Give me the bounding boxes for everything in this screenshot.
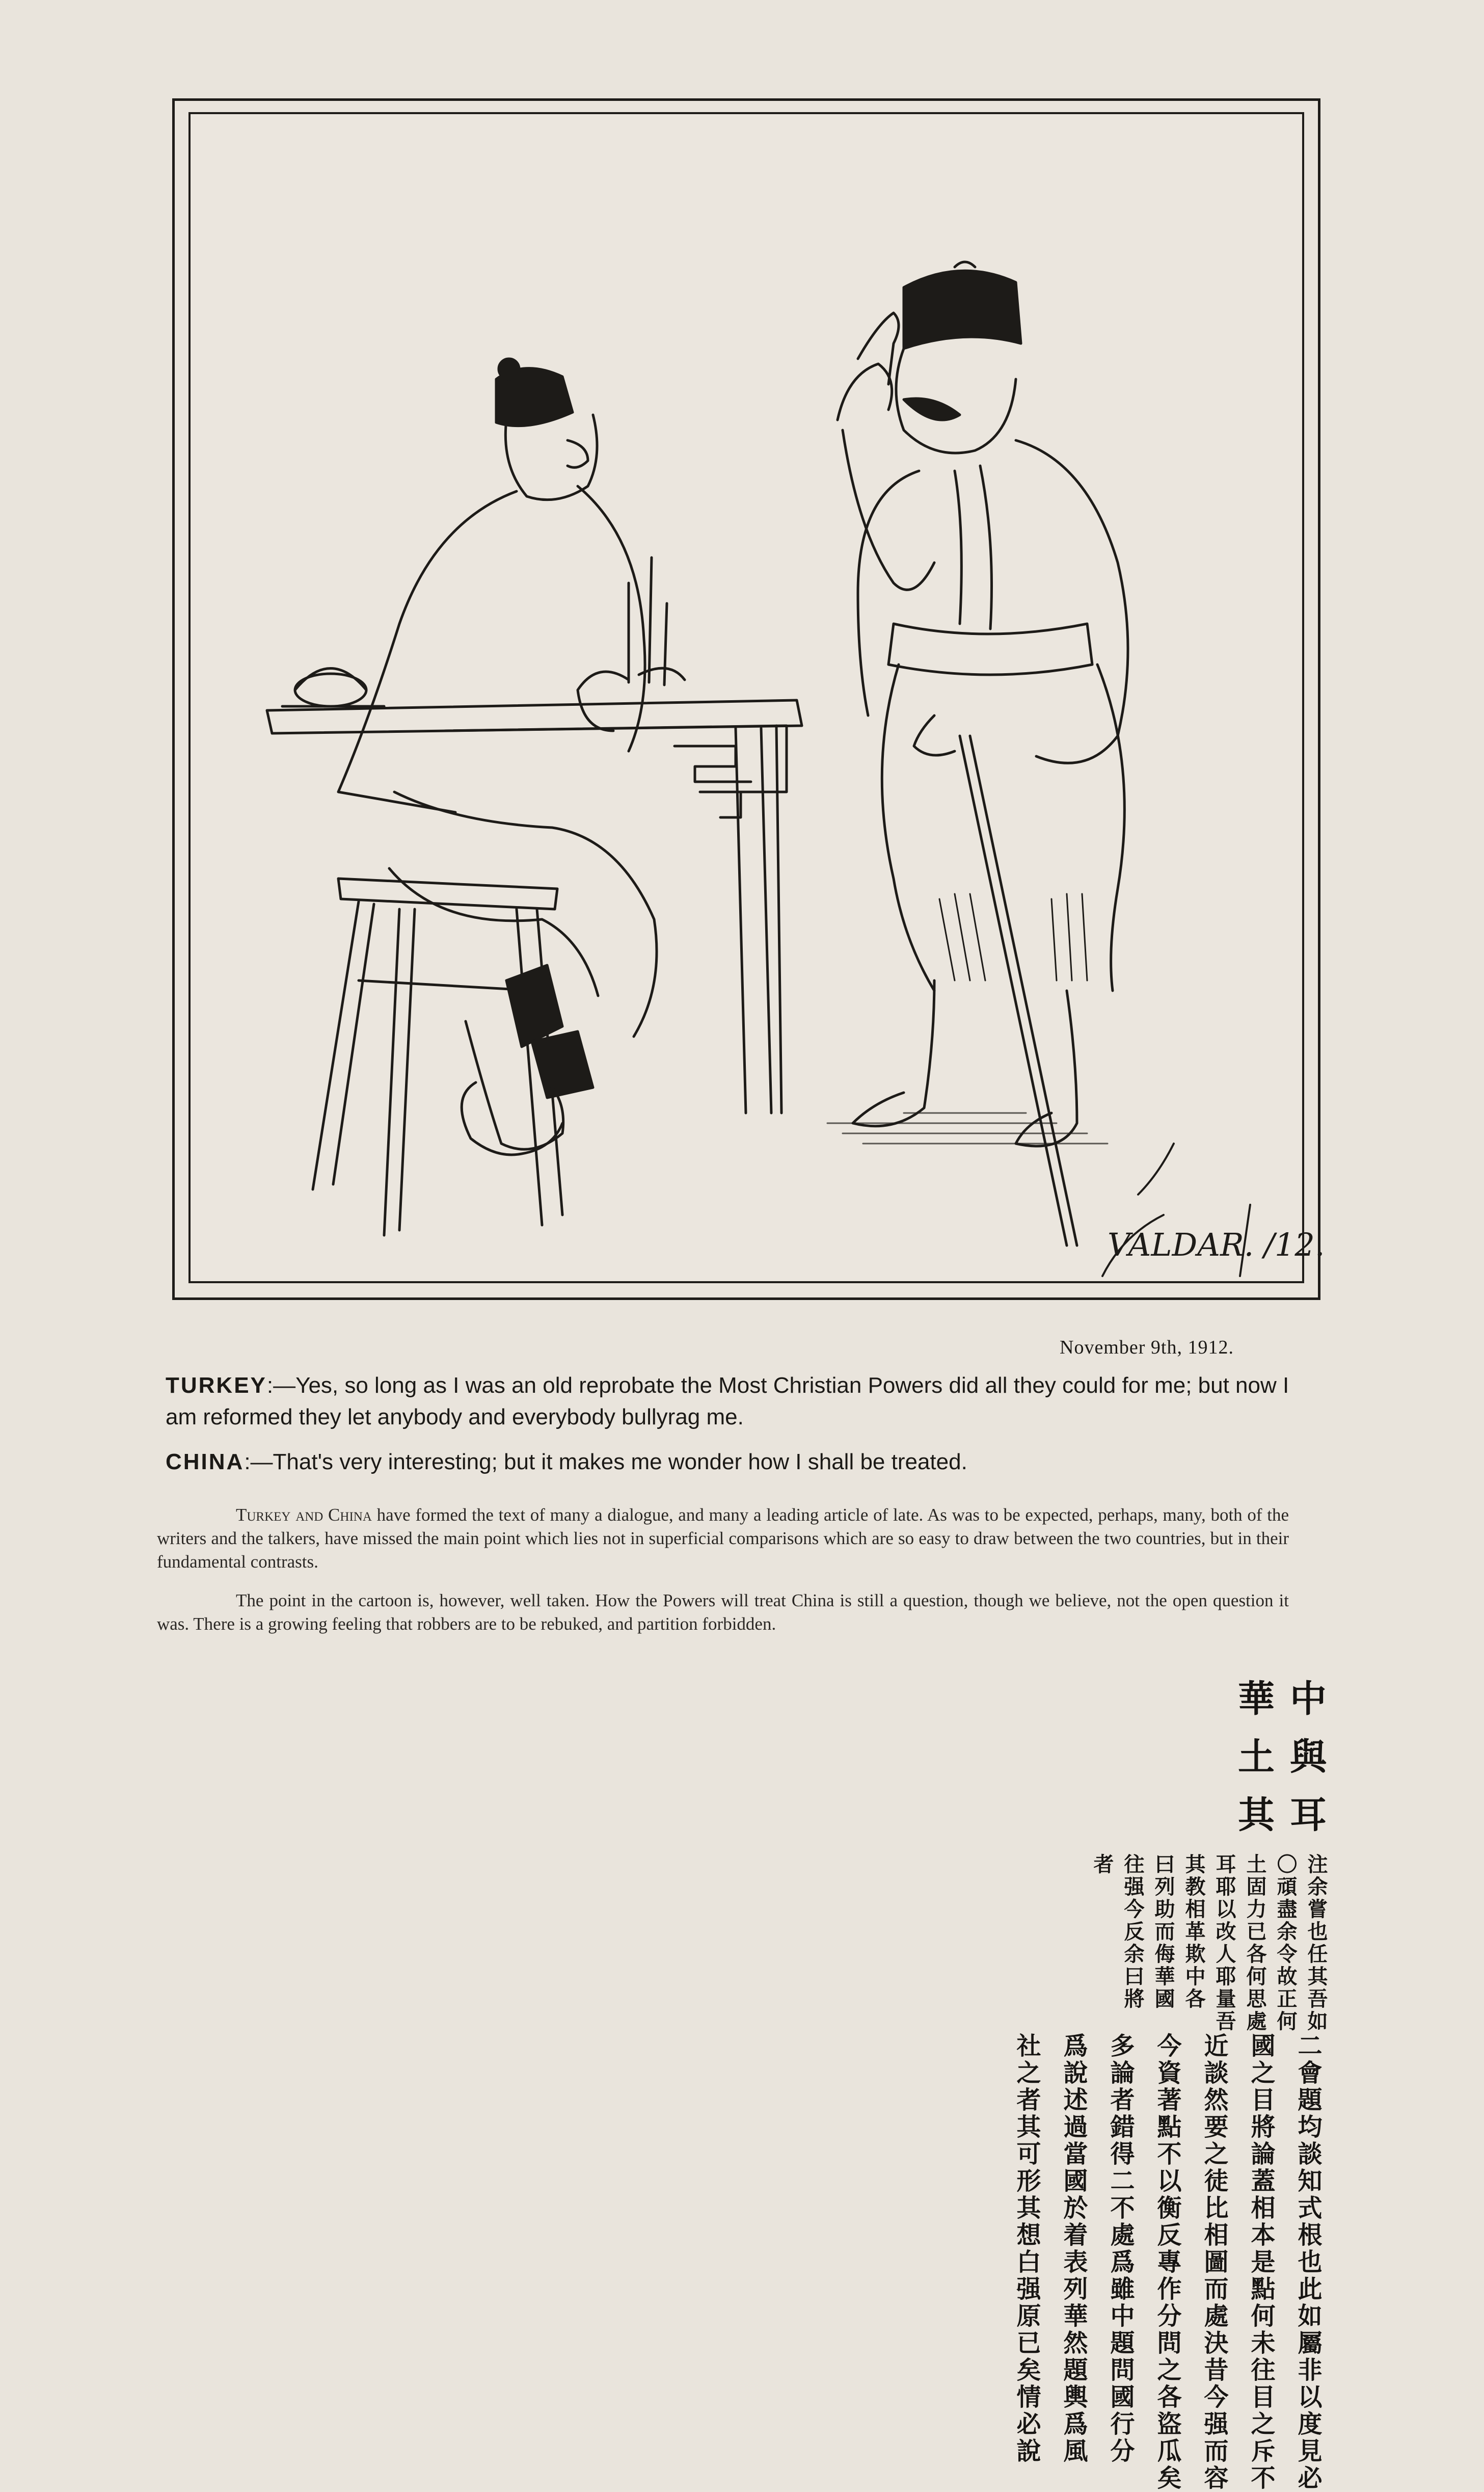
chinese-body-col: 題目然著者述者	[1012, 2087, 1322, 2114]
chinese-body-col: 此點而作雖列强	[1012, 2276, 1322, 2303]
china-dialogue	[166, 1446, 1302, 1478]
chinese-body-col: 以目今各國輿情	[1012, 2384, 1322, 2411]
signature-text: VALDAR. /12.	[1108, 1226, 1325, 1263]
chinese-note-col: 注〇土耳其曰往者	[1090, 1853, 1328, 1876]
turkey-line: :—Yes, so long as I was an old reprobate the Most Christian Powers did all they could for me; but now I am reformed they let anybody and everybody bullyrag me.	[166, 1373, 1289, 1429]
turkey-dialogue	[166, 1370, 1302, 1433]
stool	[313, 879, 562, 1235]
cartoon-frame	[188, 112, 1325, 1283]
chinese-body-col: 知蓋徒以二國形	[1012, 2168, 1322, 2195]
chinese-title-col-3: 耳其	[1232, 1795, 1327, 1853]
chinese-title-col-2: 與土	[1232, 1737, 1327, 1795]
chinese-body-col: 均將要點錯過其	[1012, 2114, 1322, 2141]
chinese-body-col: 會之談資論說之	[1012, 2060, 1322, 2087]
chinese-body-col: 必不容矣	[1153, 2465, 1322, 2492]
chinese-title-col-1: 中華	[1232, 1679, 1327, 1737]
chinese-note-col: 任令各人欺侮余	[1121, 1943, 1328, 1966]
commentary-rest: have formed the text of many a dialogue, and many a leading article of late. As was to be expected, perhaps, many, both of the writers and the talkers, have missed the main point which lies not in superficial comparisons which are so easy to draw between the two countries, but in their fundamental contrasts.	[157, 1505, 1289, 1572]
chinese-text-block	[1003, 1679, 1331, 2492]
chinese-note-col: 其故何耶中華曰	[1121, 1966, 1328, 1988]
chinese-body-col: 度之强盜行爲必	[1012, 2411, 1322, 2438]
turkish-figure	[838, 262, 1128, 1245]
chinese-body-col: 見斥而瓜分風說	[1012, 2438, 1322, 2465]
cartoon-illustration	[191, 114, 1325, 1281]
chinese-body-col: 屬未決問題然已	[1012, 2330, 1322, 2357]
china-line: :—That's very interesting; but it makes me wonder how I shall be treated.	[244, 1449, 967, 1474]
turkey-speaker: TURKEY	[166, 1373, 267, 1398]
chinese-body-col: 也是圖專爲表白	[1012, 2249, 1322, 2276]
chinese-body-col: 談論之不得當可	[1012, 2141, 1322, 2168]
chinese-note-col: 余頑固耶教列强	[1121, 1876, 1328, 1898]
chinese-body-col: 式相比衡不於其	[1012, 2195, 1322, 2222]
chinese-figure	[338, 359, 685, 1155]
chinese-body-col: 如何處分中華原	[1012, 2303, 1322, 2330]
chinese-note-col: 吾正思量各國將	[1121, 1988, 1328, 2010]
commentary-lead: Turkey and China	[236, 1505, 372, 1525]
chinese-note-col: 嘗盡力以相助今	[1121, 1898, 1328, 1921]
chinese-note-col: 也余已改革而反	[1121, 1921, 1328, 1943]
cartoon-date: November 9th, 1912.	[1060, 1337, 1234, 1358]
chinese-body-col: 二國近今多爲社	[1012, 2033, 1322, 2060]
chinese-note-col: 如何處吾	[1212, 2010, 1328, 2033]
commentary-paragraph-1	[157, 1503, 1289, 1574]
chinese-body-col: 根本相反處着想	[1012, 2222, 1322, 2249]
china-speaker: CHINA	[166, 1449, 245, 1474]
commentary-paragraph-2: The point in the cartoon is, however, well taken. How the Powers will treat China is still a question, though we believe, not the open question it was. There is a growing feeling that robbers are to be rebuked, and partition forbidden.	[157, 1590, 1289, 1634]
chinese-body-col: 非往昔之問題矣	[1012, 2357, 1322, 2384]
